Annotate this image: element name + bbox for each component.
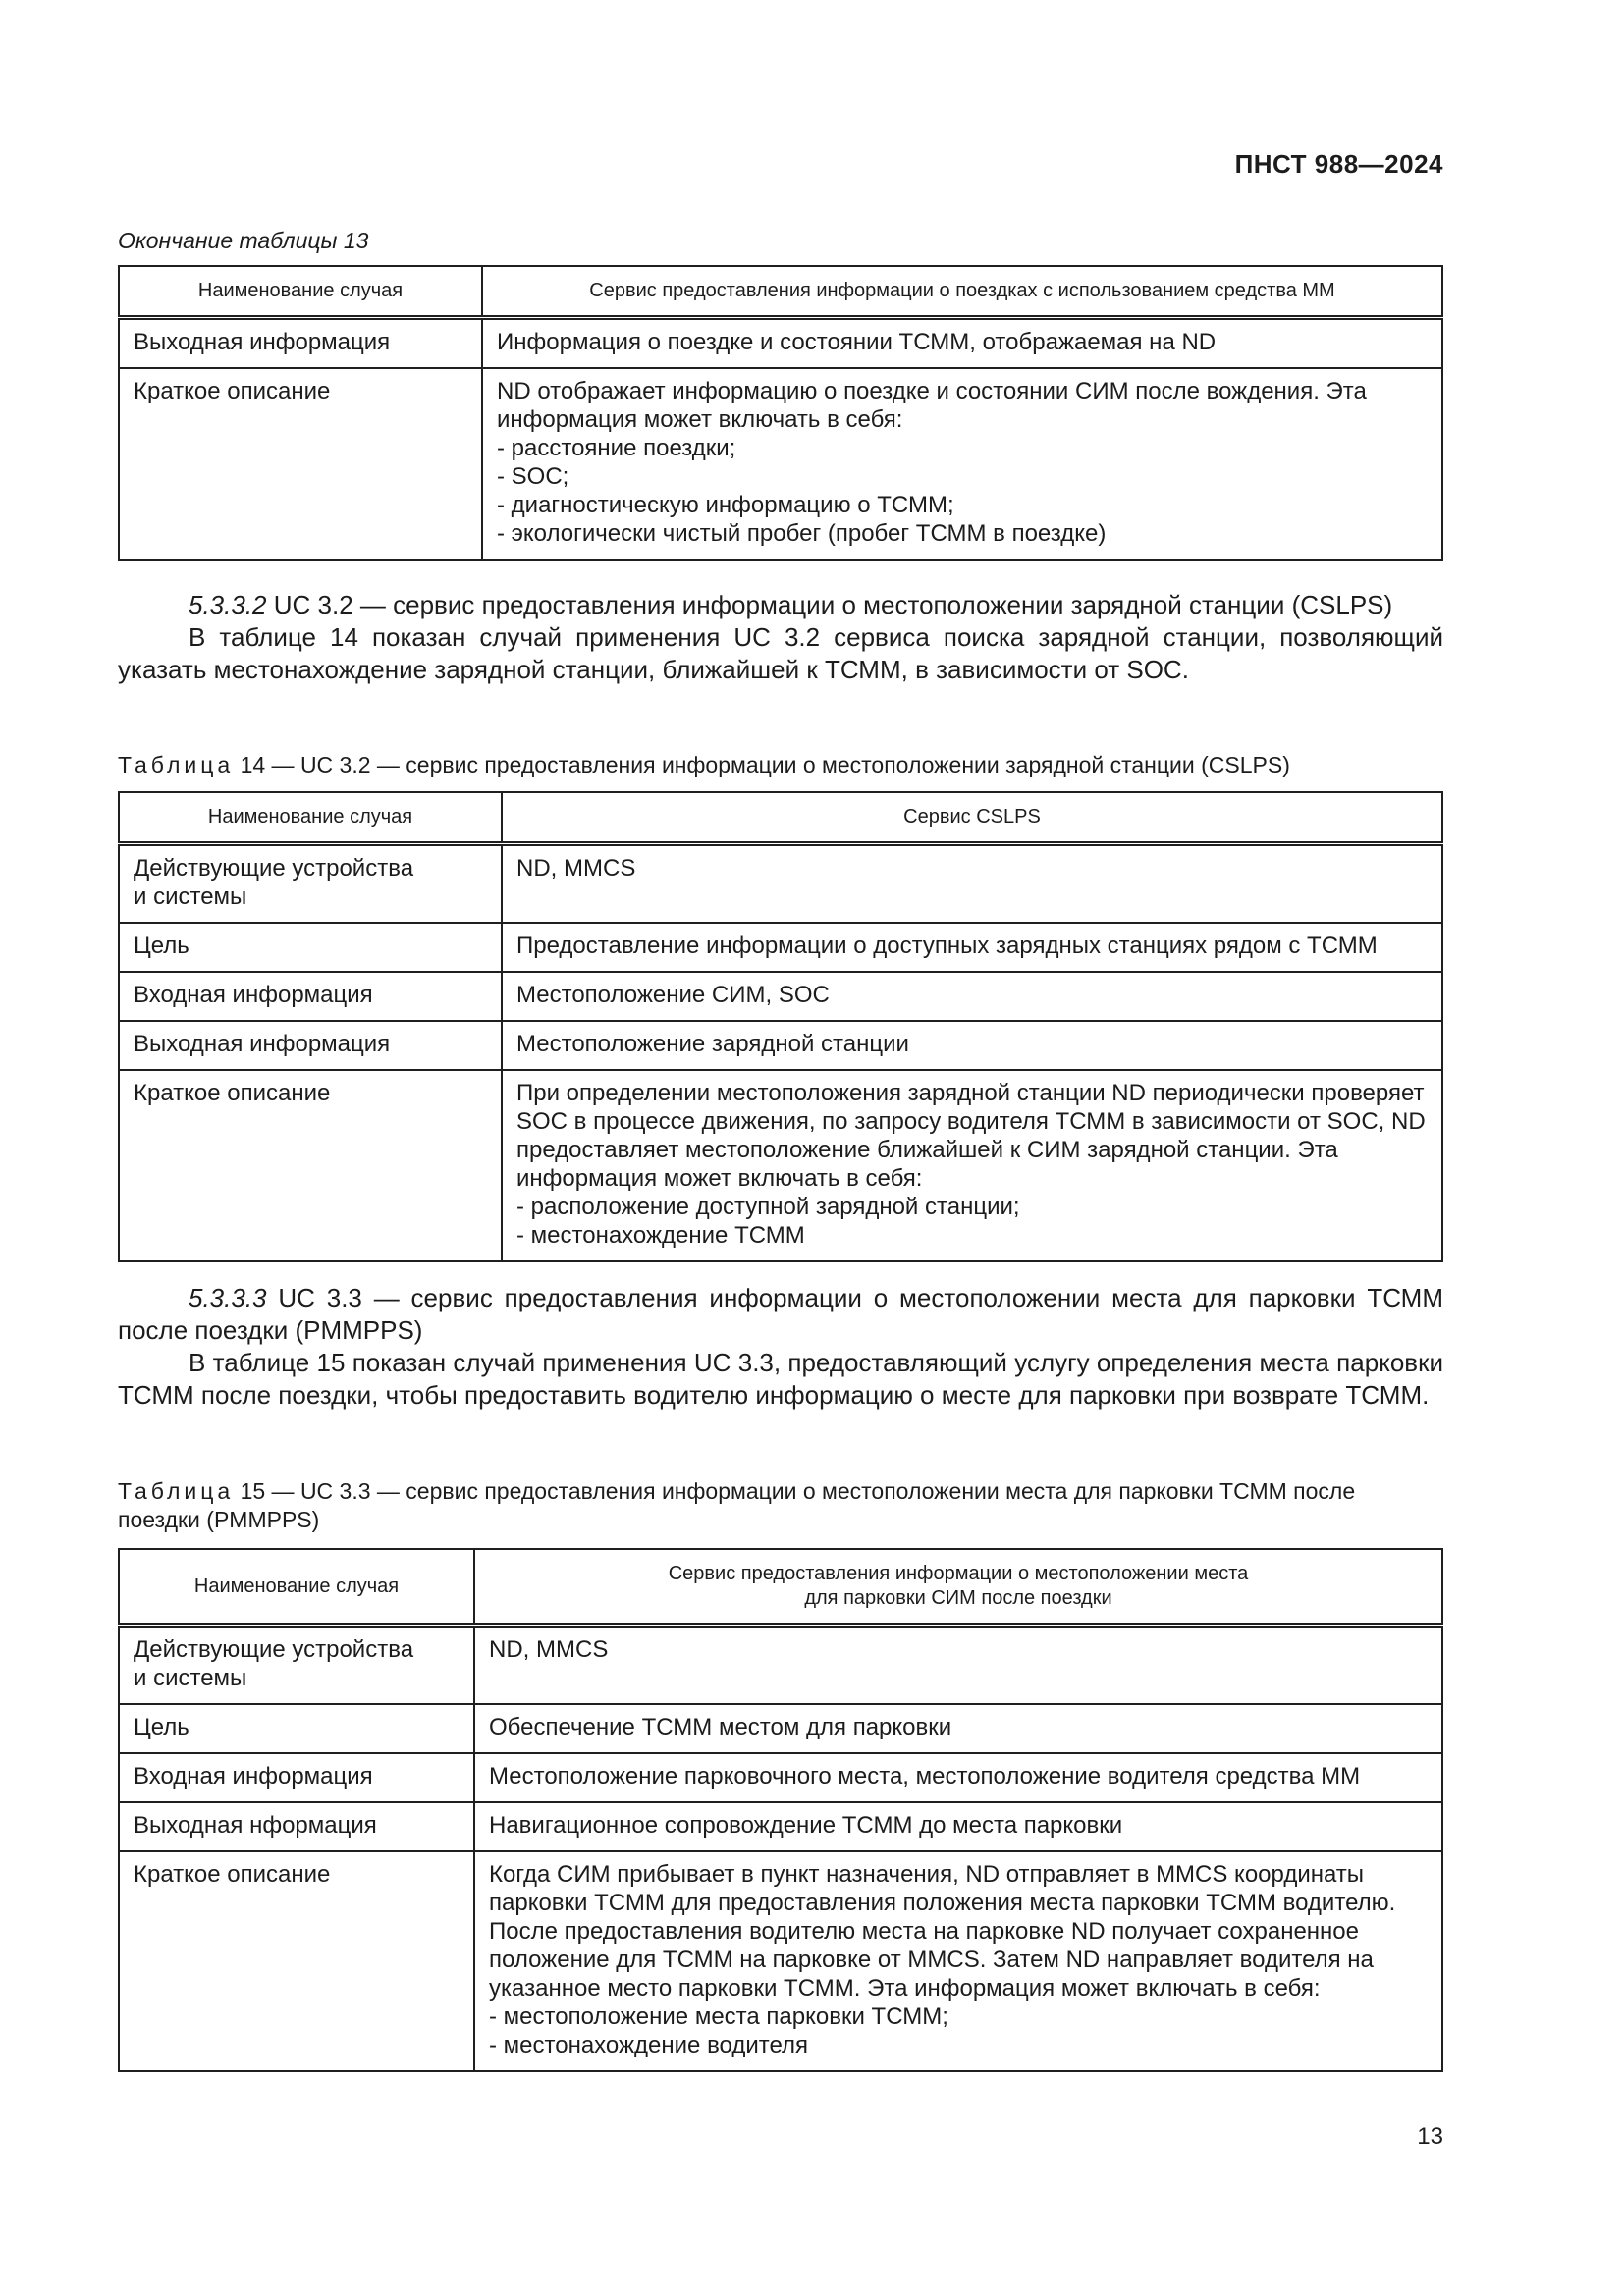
paragraph-text: В таблице 15 показан случай применения UC 3.3, предоставляющий услугу определения места парковки ТСММ после поездки, чтобы предоставить водителю информацию о месте для парковки при возврате ТСММ. (118, 1348, 1443, 1410)
case-name-cell: Действующие устройства и системы (119, 844, 502, 924)
case-value-cell: При определении местоположения зарядной станции ND периодически проверяет SOC в процессе движения, по запросу водителя ТСММ в зависимости от SOC, ND предоставляет местоположение ближайшей к СИМ зарядной станции. Эта информация может включать в себя: - расположение доступной зарядной станции; - местонахождение ТСММ (502, 1070, 1442, 1261)
table-header-row (119, 1549, 1442, 1626)
section-title: UC 3.2 — сервис предоставления информации о местоположении зарядной станции (CSLPS) (266, 590, 1393, 619)
table-14 (118, 791, 1443, 1262)
case-value-cell: Местоположение зарядной станции (502, 1021, 1442, 1070)
table-row (119, 1802, 1442, 1851)
table-15-caption (118, 1477, 1443, 1534)
table-row (119, 1626, 1442, 1705)
case-name-cell: Цель (119, 1704, 474, 1753)
case-name-cell: Выходная информация (119, 318, 482, 369)
case-name-cell: Краткое описание (119, 1851, 474, 2071)
section-5-3-3-3 (118, 1282, 1443, 1412)
section-number: 5.3.3.2 (189, 590, 267, 619)
section-heading (118, 589, 1443, 621)
case-name-cell: Краткое описание (119, 368, 482, 560)
table-header-cell: Сервис предоставления информации о поездках с использованием средства ММ (482, 266, 1442, 318)
case-value-cell: ND, MMCS (502, 844, 1442, 924)
table-header-row (119, 266, 1442, 318)
section-number: 5.3.3.3 (189, 1283, 267, 1312)
case-value-cell: ND, MMCS (474, 1626, 1442, 1705)
case-name-cell: Действующие устройства и системы (119, 1626, 474, 1705)
section-title: UC 3.3 — сервис предоставления информации о местоположении места для парковки ТСММ после поездки (PMMPPS) (118, 1283, 1443, 1345)
table-row (119, 844, 1442, 924)
case-value-cell: Обеспечение ТСММ местом для парковки (474, 1704, 1442, 1753)
table-row (119, 318, 1442, 369)
table-14-caption (118, 751, 1443, 779)
table-header-cell: Сервис предоставления информации о местоположении места для парковки СИМ после поездки (474, 1549, 1442, 1626)
section-5-3-3-2 (118, 589, 1443, 686)
case-name-cell: Выходная нформация (119, 1802, 474, 1851)
table-header-cell: Наименование случая (119, 1549, 474, 1626)
table-label: Таблица (118, 752, 235, 777)
table-13-continuation-caption: Окончание таблицы 13 (118, 228, 369, 253)
section-paragraph (118, 1347, 1443, 1412)
table-row (119, 1704, 1442, 1753)
paragraph-text: В таблице 14 показан случай применения UC 3.2 сервиса поиска зарядной станции, позволяющий указать местонахождение зарядной станции, ближайшей к ТСММ, в зависимости от SOC. (118, 622, 1443, 684)
case-value-cell: Предоставление информации о доступных зарядных станциях рядом с ТСММ (502, 923, 1442, 972)
case-value-cell: Когда СИМ прибывает в пункт назначения, ND отправляет в MMCS координаты парковки ТСММ для предоставления положения места парковки ТСММ водителю. После предоставления водителю места на парковке ND получает сохраненное положение для ТСММ на парковке от MMCS. Затем ND направляет водителя на указанное место парковки ТСММ. Эта информация может включать в себя: - местоположение места парковки ТСММ; - местонахождение водителя (474, 1851, 1442, 2071)
page-number: 13 (1417, 2123, 1443, 2150)
table-label: Таблица (118, 1478, 235, 1504)
table-header-row (119, 792, 1442, 844)
case-value-cell: Местоположение парковочного места, местоположение водителя средства ММ (474, 1753, 1442, 1802)
case-name-cell: Выходная информация (119, 1021, 502, 1070)
case-value-cell: Информация о поездке и состоянии ТСММ, отображаемая на ND (482, 318, 1442, 369)
table-13 (118, 265, 1443, 561)
table-header-cell: Наименование случая (119, 266, 482, 318)
table-header-cell: Наименование случая (119, 792, 502, 844)
case-value-cell: ND отображает информацию о поездке и состоянии СИМ после вождения. Эта информация может включать в себя: - расстояние поездки; - SOC; - диагностическую информацию о ТСММ; - экологически чистый пробег (пробег ТСММ в поездке) (482, 368, 1442, 560)
table-row (119, 1070, 1442, 1261)
table-row (119, 368, 1442, 560)
case-name-cell: Входная информация (119, 1753, 474, 1802)
case-name-cell: Краткое описание (119, 1070, 502, 1261)
case-value-cell: Местоположение СИМ, SOC (502, 972, 1442, 1021)
case-name-cell: Цель (119, 923, 502, 972)
table-row (119, 1021, 1442, 1070)
table-row (119, 1753, 1442, 1802)
table-row (119, 923, 1442, 972)
section-heading (118, 1282, 1443, 1347)
case-value-cell: Навигационное сопровождение ТСММ до места парковки (474, 1802, 1442, 1851)
table-header-cell: Сервис CSLPS (502, 792, 1442, 844)
table-caption-text: 14 — UC 3.2 — сервис предоставления информации о местоположении зарядной станции (CSLPS) (234, 752, 1290, 777)
table-caption-text: 15 — UC 3.3 — сервис предоставления информации о местоположении места для парковки ТСММ после поездки (PMMPPS) (118, 1478, 1356, 1532)
table-row (119, 972, 1442, 1021)
table-row (119, 1851, 1442, 2071)
table-15 (118, 1548, 1443, 2072)
case-name-cell: Входная информация (119, 972, 502, 1021)
document-code: ПНСТ 988—2024 (1234, 149, 1443, 179)
section-paragraph (118, 621, 1443, 686)
